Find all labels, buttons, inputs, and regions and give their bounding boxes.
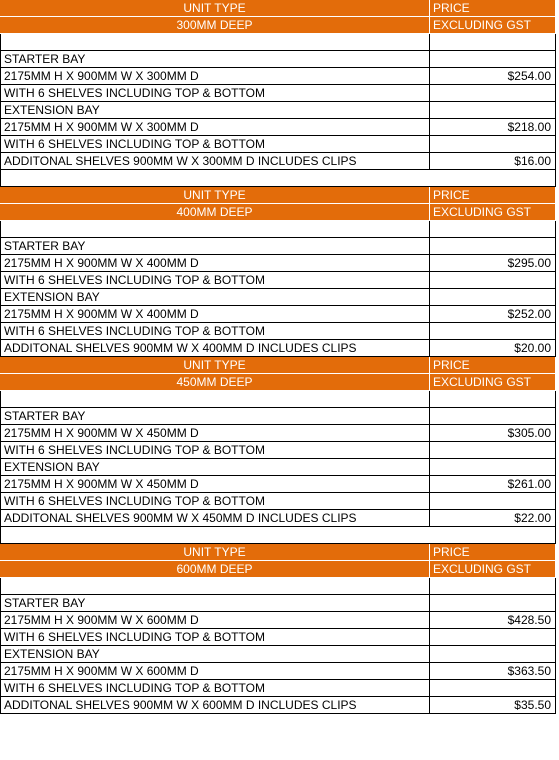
item-price: [430, 578, 556, 595]
table-row: [0, 663, 556, 680]
item-price: [430, 51, 556, 68]
item-price: [430, 595, 556, 612]
item-description: 2175MM H X 900MM W X 450MM D: [0, 476, 430, 493]
item-price: [430, 391, 556, 408]
item-description: WITH 6 SHELVES INCLUDING TOP & BOTTOM: [0, 629, 430, 646]
table-row: [0, 476, 556, 493]
table-row: [0, 255, 556, 272]
section-header-row: [0, 0, 556, 17]
table-row: [0, 612, 556, 629]
item-price: [430, 34, 556, 51]
item-price: $363.50: [430, 663, 556, 680]
unit-type-heading: UNIT TYPE: [0, 187, 430, 204]
item-description: [0, 578, 430, 595]
item-description: WITH 6 SHELVES INCLUDING TOP & BOTTOM: [0, 323, 430, 340]
price-heading: PRICE: [430, 0, 556, 17]
item-description: STARTER BAY: [0, 51, 430, 68]
price-heading: PRICE: [430, 357, 556, 374]
item-price: [430, 680, 556, 697]
section-3: [0, 544, 556, 714]
item-price: [430, 629, 556, 646]
gst-heading: EXCLUDING GST: [430, 374, 556, 391]
item-description: WITH 6 SHELVES INCLUDING TOP & BOTTOM: [0, 136, 430, 153]
unit-type-heading: UNIT TYPE: [0, 357, 430, 374]
table-row: [0, 510, 556, 527]
table-row: [0, 323, 556, 340]
table-row: [0, 170, 556, 187]
item-price: [430, 136, 556, 153]
section-1: [0, 187, 556, 357]
item-description: WITH 6 SHELVES INCLUDING TOP & BOTTOM: [0, 85, 430, 102]
item-price: [430, 102, 556, 119]
item-price: [430, 289, 556, 306]
item-price: $35.50: [430, 697, 556, 714]
section-subheader-row: [0, 561, 556, 578]
item-price: [430, 323, 556, 340]
item-description: EXTENSION BAY: [0, 646, 430, 663]
item-price: $218.00: [430, 119, 556, 136]
item-description: EXTENSION BAY: [0, 459, 430, 476]
table-row: [0, 136, 556, 153]
table-row: [0, 391, 556, 408]
item-price: [430, 272, 556, 289]
item-description: WITH 6 SHELVES INCLUDING TOP & BOTTOM: [0, 442, 430, 459]
item-description: STARTER BAY: [0, 595, 430, 612]
depth-heading: 400MM DEEP: [0, 204, 430, 221]
table-row: [0, 68, 556, 85]
table-row: [0, 272, 556, 289]
item-description: 2175MM H X 900MM W X 450MM D: [0, 425, 430, 442]
section-header-row: [0, 544, 556, 561]
item-price: $305.00: [430, 425, 556, 442]
item-description: STARTER BAY: [0, 238, 430, 255]
item-description: WITH 6 SHELVES INCLUDING TOP & BOTTOM: [0, 272, 430, 289]
table-row: [0, 595, 556, 612]
item-price: [430, 493, 556, 510]
item-description: STARTER BAY: [0, 408, 430, 425]
table-row: [0, 425, 556, 442]
price-heading: PRICE: [430, 187, 556, 204]
item-description: [0, 170, 430, 187]
section-2: [0, 357, 556, 544]
table-row: [0, 578, 556, 595]
item-price: $428.50: [430, 612, 556, 629]
item-price: $22.00: [430, 510, 556, 527]
item-price: [430, 85, 556, 102]
item-description: 2175MM H X 900MM W X 600MM D: [0, 663, 430, 680]
item-description: 2175MM H X 900MM W X 600MM D: [0, 612, 430, 629]
table-row: [0, 289, 556, 306]
depth-heading: 450MM DEEP: [0, 374, 430, 391]
table-row: [0, 629, 556, 646]
gst-heading: EXCLUDING GST: [430, 17, 556, 34]
section-header-row: [0, 187, 556, 204]
table-row: [0, 85, 556, 102]
item-price: [430, 442, 556, 459]
item-price: [430, 646, 556, 663]
table-row: [0, 238, 556, 255]
item-description: WITH 6 SHELVES INCLUDING TOP & BOTTOM: [0, 680, 430, 697]
table-row: [0, 527, 556, 544]
item-price: [430, 238, 556, 255]
item-description: 2175MM H X 900MM W X 400MM D: [0, 306, 430, 323]
item-description: 2175MM H X 900MM W X 300MM D: [0, 68, 430, 85]
item-price: $295.00: [430, 255, 556, 272]
item-description: ADDITONAL SHELVES 900MM W X 400MM D INCLUDES CLIPS: [0, 340, 430, 357]
item-price: $16.00: [430, 153, 556, 170]
table-row: [0, 493, 556, 510]
item-description: [0, 527, 430, 544]
item-description: EXTENSION BAY: [0, 102, 430, 119]
item-price: $20.00: [430, 340, 556, 357]
section-header-row: [0, 357, 556, 374]
table-row: [0, 408, 556, 425]
table-row: [0, 680, 556, 697]
item-price: [430, 221, 556, 238]
item-description: ADDITONAL SHELVES 900MM W X 300MM D INCLUDES CLIPS: [0, 153, 430, 170]
depth-heading: 300MM DEEP: [0, 17, 430, 34]
unit-type-heading: UNIT TYPE: [0, 0, 430, 17]
item-price: $252.00: [430, 306, 556, 323]
item-description: EXTENSION BAY: [0, 289, 430, 306]
item-description: [0, 34, 430, 51]
table-row: [0, 340, 556, 357]
table-row: [0, 306, 556, 323]
item-description: WITH 6 SHELVES INCLUDING TOP & BOTTOM: [0, 493, 430, 510]
price-heading: PRICE: [430, 544, 556, 561]
section-0: [0, 0, 556, 187]
gst-heading: EXCLUDING GST: [430, 204, 556, 221]
table-row: [0, 221, 556, 238]
section-subheader-row: [0, 204, 556, 221]
item-description: ADDITONAL SHELVES 900MM W X 600MM D INCLUDES CLIPS: [0, 697, 430, 714]
section-subheader-row: [0, 374, 556, 391]
item-price: [430, 527, 556, 544]
unit-type-heading: UNIT TYPE: [0, 544, 430, 561]
item-description: [0, 391, 430, 408]
item-description: 2175MM H X 900MM W X 300MM D: [0, 119, 430, 136]
table-row: [0, 646, 556, 663]
item-price: [430, 459, 556, 476]
table-row: [0, 34, 556, 51]
item-price: $261.00: [430, 476, 556, 493]
section-subheader-row: [0, 17, 556, 34]
table-row: [0, 102, 556, 119]
item-description: ADDITONAL SHELVES 900MM W X 450MM D INCLUDES CLIPS: [0, 510, 430, 527]
item-price: [430, 408, 556, 425]
item-price: [430, 170, 556, 187]
gst-heading: EXCLUDING GST: [430, 561, 556, 578]
depth-heading: 600MM DEEP: [0, 561, 430, 578]
item-price: $254.00: [430, 68, 556, 85]
table-row: [0, 119, 556, 136]
table-row: [0, 153, 556, 170]
table-row: [0, 459, 556, 476]
table-row: [0, 697, 556, 714]
item-description: [0, 221, 430, 238]
item-description: 2175MM H X 900MM W X 400MM D: [0, 255, 430, 272]
table-row: [0, 442, 556, 459]
table-row: [0, 51, 556, 68]
